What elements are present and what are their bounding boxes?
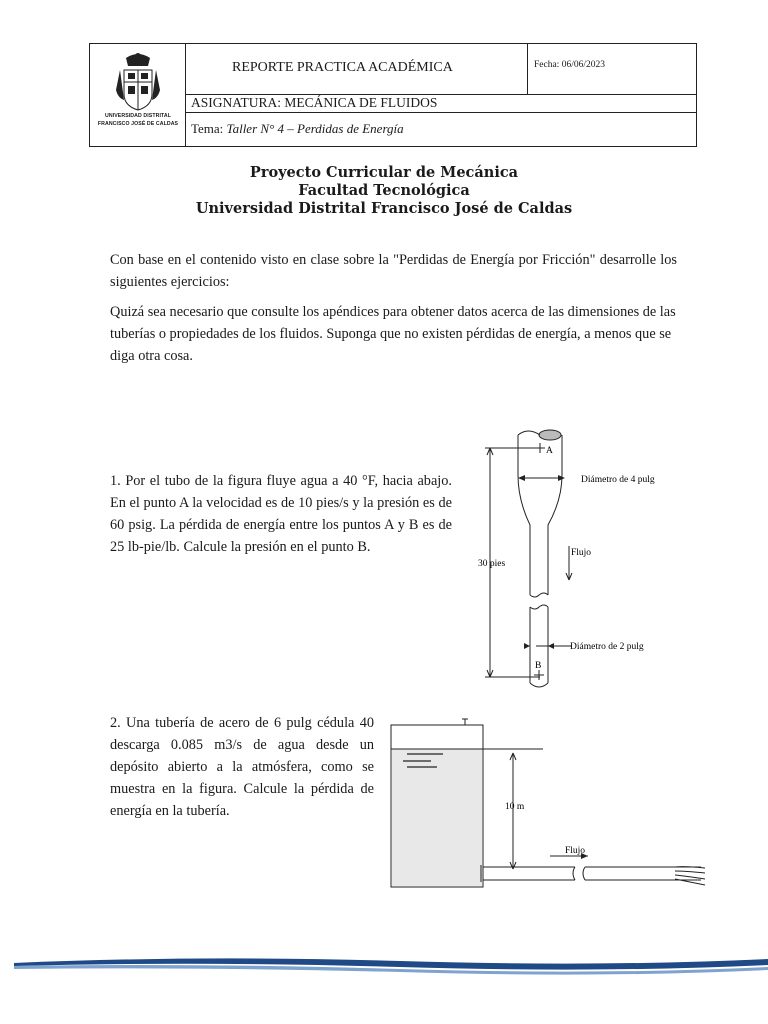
university-logo [90, 44, 186, 146]
exercise-1-figure [460, 415, 710, 695]
exercise-2-figure [385, 715, 715, 895]
topic-prefix: Tema: [191, 121, 227, 136]
header-table [89, 43, 697, 147]
subject-label: ASIGNATURA: MECÁNICA DE FLUIDOS [191, 95, 438, 110]
topic-title: Taller N° 4 – Perdidas de Energía [226, 121, 404, 136]
topic-label [191, 121, 404, 137]
exercise-2-text: 2. Una tubería de acero de 6 pulg cédula 40 descarga 0.085 m3/s de agua desde un depósito abierto a la atmósfera, como se muestra en la figura. Calcule la pérdida de energía en la tubería. [110, 715, 374, 819]
heading-university: Universidad Distrital Francisco José de Caldas [195, 200, 573, 217]
flow-label-2: Flujo [565, 846, 586, 856]
flow-label-1: Flujo [571, 548, 592, 558]
university-seal-icon [90, 44, 186, 124]
heading-faculty: Facultad Tecnológica [298, 182, 470, 199]
logo-line-1: UNIVERSIDAD DISTRITAL [105, 113, 171, 119]
logo-line-2: FRANCISCO JOSÉ DE CALDAS [97, 121, 179, 127]
diameter-bottom-label: Diámetro de 2 pulg [570, 642, 644, 652]
footer-decoration [0, 945, 768, 985]
point-a-label: A [546, 446, 553, 456]
exercise-1-text: 1. Por el tubo de la figura fluye agua a 40 °F, hacia abajo. En el punto A la velocidad es de 10 pies/s y la presión es de 60 psig. La pérdida de energía entre los puntos A y B es de 25 lb-pie/lb. Calcule la presión en el punto B. [110, 473, 452, 555]
date-label: Fecha: 06/06/2023 [534, 60, 605, 70]
heading-program: Proyecto Curricular de Mecánica [249, 164, 519, 181]
height-label: 10 m [505, 802, 525, 812]
intro-paragraph-2: Quizá sea necesario que consulte los apéndices para obtener datos acerca de las dimensiones de las tuberías o propiedades de los fluidos. Suponga que no existen pérdidas de energía, a menos que se diga otra cosa. [110, 304, 676, 364]
intro-paragraph-1: Con base en el contenido visto en clase sobre la "Perdidas de Energía por Fricción" desarrolle los siguientes ejercicios: [110, 252, 677, 290]
report-title: REPORTE PRACTICA ACADÉMICA [232, 60, 453, 75]
point-b-label: B [535, 661, 542, 671]
length-label: 30 pies [478, 559, 506, 569]
diameter-top-label: Diámetro de 4 pulg [581, 475, 655, 485]
